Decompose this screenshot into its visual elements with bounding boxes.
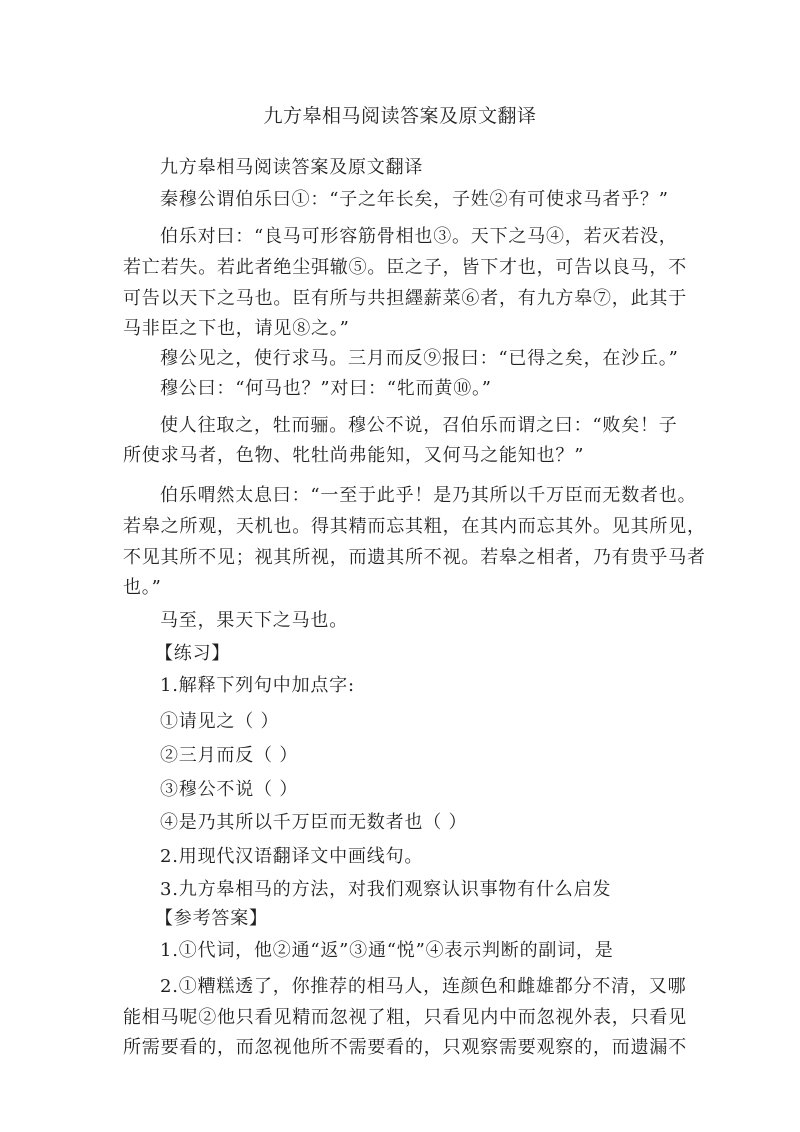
question-item: ②三月而反（ ） xyxy=(160,745,299,766)
question-item: ①请见之（ ） xyxy=(160,711,280,732)
answer-line: 所需要看的，而忽视他所不需要看的，只观察需要观察的，而遗漏不 xyxy=(123,1037,687,1058)
answer-line: 能相马呢②他只看见精而忽视了粗，只看见内中而忽视外表，只看见 xyxy=(123,1007,687,1028)
exercise-heading: 【练习】 xyxy=(155,643,231,664)
question-line: 3.九方皋相马的方法，对我们观察认识事物有什么启发 xyxy=(160,879,612,900)
paragraph-line: 伯乐对曰：“良马可形容筋骨相也③。天下之马④，若灭若没， xyxy=(160,226,678,247)
paragraph-line: 伯乐喟然太息曰：“一至于此乎！是乃其所以千万臣而无数者也。 xyxy=(160,485,697,506)
answer-heading: 【参考答案】 xyxy=(155,908,268,929)
paragraph-line: 穆公曰：“何马也？”对曰：“牝而黄⑩。” xyxy=(160,378,492,399)
question-line: 1.解释下列句中加点字: xyxy=(160,675,355,696)
question-item: ④是乃其所以千万臣而无数者也（ ） xyxy=(160,812,468,833)
answer-line: 2.①糟糕透了，你推荐的相马人，连颜色和雌雄都分不清，又哪 xyxy=(160,976,687,997)
paragraph-line: 马至，果天下之马也。 xyxy=(160,610,348,631)
paragraph-line: 也。” xyxy=(123,577,162,598)
paragraph-line: 穆公见之，使行求马。三月而反⑨报曰：“已得之矣，在沙丘。” xyxy=(160,348,679,369)
paragraph-line: 马非臣之下也，请见⑧之。” xyxy=(123,318,350,339)
paragraph-line: 所使求马者，色物、牝牡尚弗能知，又何马之能知也？” xyxy=(123,445,585,466)
question-line: 2.用现代汉语翻译文中画线句。 xyxy=(160,846,424,867)
paragraph-line: 秦穆公谓伯乐曰①：“子之年长矣，子姓②有可使求马者乎？” xyxy=(160,189,669,210)
paragraph-line: 不见其所不见；视其所视，而遗其所不视。若皋之相者，乃有贵乎马者 xyxy=(123,547,706,568)
question-item: ③穆公不说（ ） xyxy=(160,779,299,800)
subtitle-line: 九方皋相马阅读答案及原文翻译 xyxy=(160,157,424,178)
paragraph-line: 可告以天下之马也。臣有所与共担纆薪菜⑥者，有九方皋⑦，此其于 xyxy=(123,288,687,309)
paragraph-line: 若亡若失。若此者绝尘弭辙⑤。臣之子，皆下才也，可告以良马，不 xyxy=(123,257,687,278)
document-title: 九方皋相马阅读答案及原文翻译 xyxy=(263,105,537,127)
paragraph-line: 若皋之所观，天机也。得其精而忘其粗，在其内而忘其外。见其所见， xyxy=(123,516,706,537)
answer-line: 1.①代词，他②通“返”③通“悦”④表示判断的副词，是 xyxy=(160,940,614,961)
paragraph-line: 使人往取之，牡而骊。穆公不说，召伯乐而谓之曰：“败矣！子 xyxy=(160,415,678,436)
